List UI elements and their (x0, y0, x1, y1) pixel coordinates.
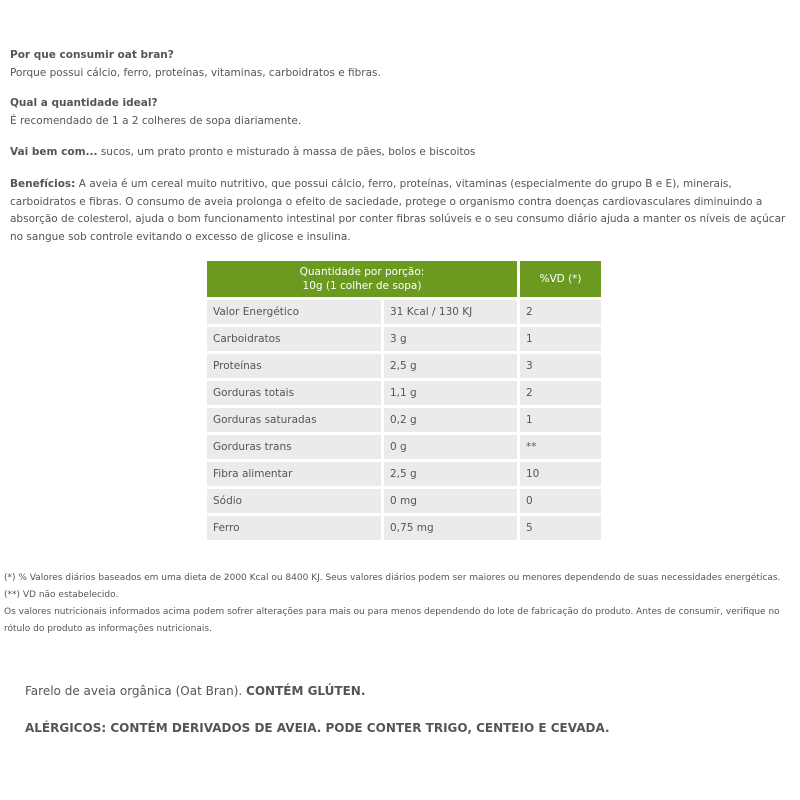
nutrition-header-row (207, 261, 601, 297)
nutrient-vd: 5 (520, 516, 601, 540)
quantity-answer: É recomendado de 1 a 2 colheres de sopa diariamente. (10, 114, 302, 127)
table-row (207, 435, 601, 459)
faq-benefits (10, 176, 795, 246)
table-row (207, 489, 601, 513)
faq-why (10, 47, 795, 82)
nutrient-amount: 3 g (384, 327, 517, 351)
nutrient-name: Gorduras trans (207, 435, 381, 459)
portion-header (207, 261, 517, 297)
nutrient-vd: 10 (520, 462, 601, 486)
nutrient-vd: 1 (520, 408, 601, 432)
nutrient-amount: 0,2 g (384, 408, 517, 432)
table-row (207, 300, 601, 324)
table-row (207, 354, 601, 378)
pairs-text: sucos, um prato pronto e misturado à massa de pães, bolos e biscoitos (97, 146, 476, 158)
faq-quantity (10, 95, 795, 130)
allergen-warning: ALÉRGICOS: CONTÉM DERIVADOS DE AVEIA. PODE CONTER TRIGO, CENTEIO E CEVADA. (25, 721, 610, 735)
benefits-label: Benefícios: (10, 178, 76, 190)
benefits-text: A aveia é um cereal muito nutritivo, que possui cálcio, ferro, proteínas, vitaminas (especialmente do grupo B e E), minerais, carboidratos e fibras. O consumo de aveia prolonga o efeito de saciedade, protege o organismo contra doenças cardiovasculares diminuindo a absorção de colesterol, ajuda o bom funcionamento intestinal por conter fibras solúveis e o seu consumo diário ajuda a manter os níveis de açúcar no sangue sob controle evitando o excesso de glicose e insulina. (10, 178, 786, 243)
footnote-daily-values: (*) % Valores diários baseados em uma dieta de 2000 Kcal ou 8400 KJ. Seus valores diários podem ser maiores ou menores dependendo de suas necessidades energéticas. (**) VD não estabelecido. (4, 573, 781, 600)
portion-header-line1: Quantidade por porção: (299, 266, 425, 278)
table-row (207, 408, 601, 432)
nutrient-amount: 2,5 g (384, 354, 517, 378)
nutrient-vd: 3 (520, 354, 601, 378)
nutrient-name: Ferro (207, 516, 381, 540)
vd-header: %VD (*) (520, 261, 601, 297)
nutrient-amount: 0,75 mg (384, 516, 517, 540)
why-question: Por que consumir oat bran? (10, 49, 174, 61)
nutrient-vd: 2 (520, 381, 601, 405)
quantity-question: Qual a quantidade ideal? (10, 97, 158, 109)
table-row (207, 516, 601, 540)
nutrient-vd: 1 (520, 327, 601, 351)
table-row (207, 462, 601, 486)
nutrient-name: Gorduras totais (207, 381, 381, 405)
why-answer: Porque possui cálcio, ferro, proteínas, vitaminas, carboidratos e fibras. (10, 66, 381, 79)
product-text: Farelo de aveia orgânica (Oat Bran). (25, 684, 247, 698)
nutrient-vd: 2 (520, 300, 601, 324)
pairs-label: Vai bem com... (10, 146, 98, 158)
nutrient-amount: 1,1 g (384, 381, 517, 405)
gluten-warning: CONTÉM GLÚTEN. (246, 684, 366, 698)
portion-header-line2: 10g (1 colher de sopa) (302, 280, 422, 292)
nutrient-amount: 0 g (384, 435, 517, 459)
faq-pairs (10, 144, 795, 162)
nutrient-name: Gorduras saturadas (207, 408, 381, 432)
nutrient-name: Valor Energético (207, 300, 381, 324)
nutrient-name: Carboidratos (207, 327, 381, 351)
nutrient-amount: 0 mg (384, 489, 517, 513)
nutrient-name: Fibra alimentar (207, 462, 381, 486)
table-row (207, 381, 601, 405)
nutrient-amount: 31 Kcal / 130 KJ (384, 300, 517, 324)
nutrient-name: Proteínas (207, 354, 381, 378)
product-ingredients (25, 684, 365, 698)
nutrient-vd: ** (520, 435, 601, 459)
footnote-variation: Os valores nutricionais informados acima podem sofrer alterações para mais ou para menos dependendo do lote de fabricação do produto. Antes de consumir, verifique no rótulo do produto as informações nutricionais. (4, 607, 780, 634)
nutrient-name: Sódio (207, 489, 381, 513)
table-row (207, 327, 601, 351)
nutrition-table (204, 258, 604, 543)
nutrient-amount: 2,5 g (384, 462, 517, 486)
nutrition-footnote (4, 570, 796, 638)
nutrient-vd: 0 (520, 489, 601, 513)
